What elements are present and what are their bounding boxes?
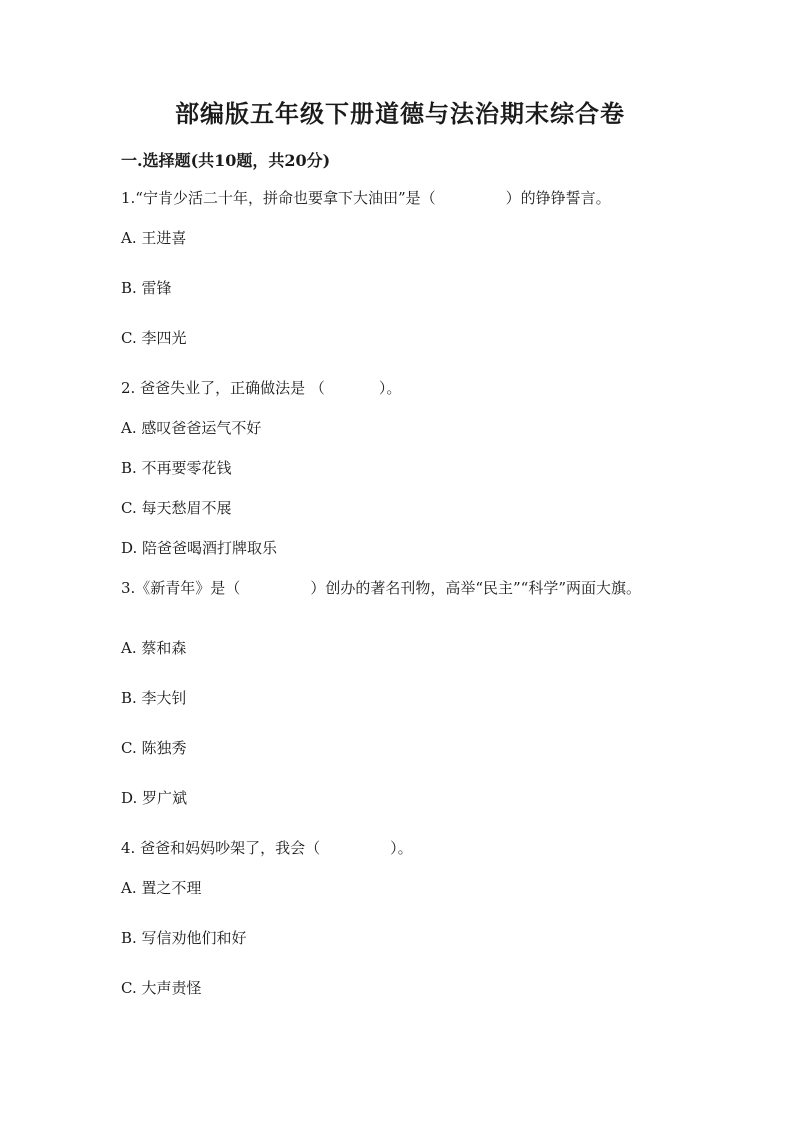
question-2-stem: 2. 爸爸失业了，正确做法是 （ ）。 — [121, 379, 402, 397]
question-3-stem: 3.《新青年》是（ ）创办的著名刊物，高举“民主”“科学”两面大旗。 — [121, 579, 641, 597]
question-4-option-a: A. 置之不理 — [121, 879, 202, 897]
question-4-stem: 4. 爸爸和妈妈吵架了，我会（ ）。 — [121, 839, 413, 857]
section-heading: 一.选择题(共10题，共20分) — [121, 151, 331, 170]
question-3-option-c: C. 陈独秀 — [121, 739, 187, 757]
question-1-stem: 1.“宁肯少活二十年，拼命也要拿下大油田”是（ ）的铮铮誓言。 — [121, 189, 611, 207]
question-3-option-a: A. 蔡和森 — [121, 639, 187, 657]
question-3-option-d: D. 罗广斌 — [121, 789, 188, 807]
page-title: 部编版五年级下册道德与法治期末综合卷 — [175, 99, 625, 128]
question-2-option-b: B. 不再要零花钱 — [121, 459, 232, 477]
question-1-option-c: C. 李四光 — [121, 329, 187, 347]
question-4-option-b: B. 写信劝他们和好 — [121, 929, 247, 947]
question-2-option-c: C. 每天愁眉不展 — [121, 499, 232, 517]
question-1-option-a: A. 王进喜 — [121, 229, 187, 247]
question-4-option-c: C. 大声责怪 — [121, 979, 202, 997]
question-3-option-b: B. 李大钊 — [121, 689, 187, 707]
question-1-option-b: B. 雷锋 — [121, 279, 172, 297]
question-2-option-d: D. 陪爸爸喝酒打牌取乐 — [121, 539, 278, 557]
question-2-option-a: A. 感叹爸爸运气不好 — [121, 419, 262, 437]
